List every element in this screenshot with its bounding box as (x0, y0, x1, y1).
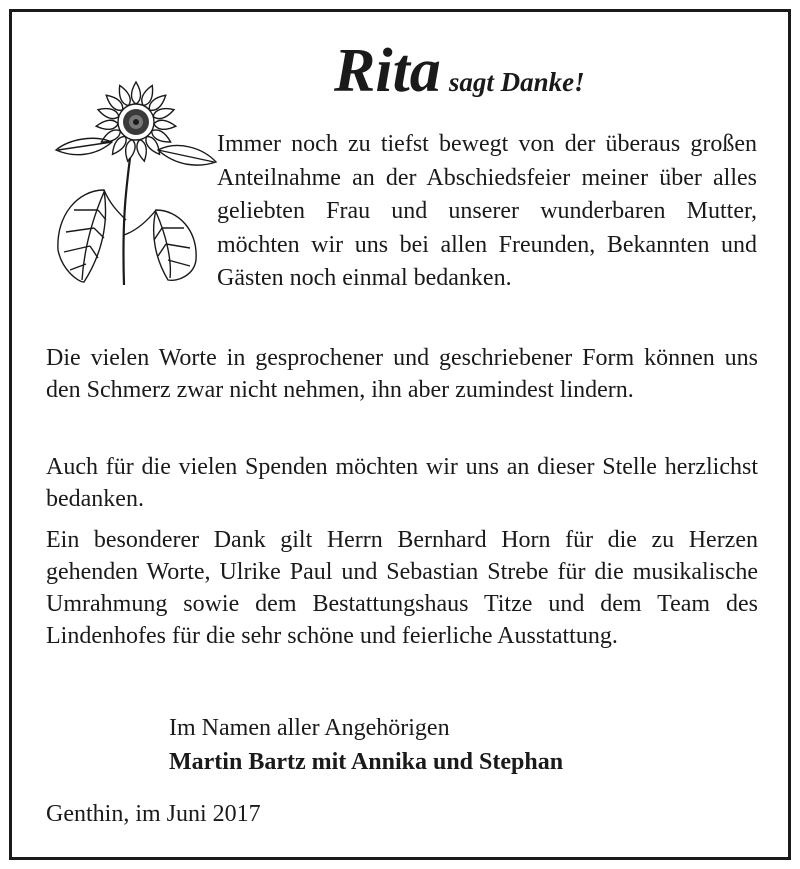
signature-block (169, 711, 563, 779)
notice-heading (334, 37, 585, 105)
intro-paragraph: Immer noch zu tiefst bewegt von der überaus großen Anteilnahme an der Abschiedsfeier meiner über alles geliebten Frau und unserer wunderbaren Mutter, möchten wir uns bei allen Freunden, Bekannten und Gästen noch einmal bedanken. (217, 131, 757, 291)
paragraph-special-thanks: Ein besonderer Dank gilt Herrn Bernhard Horn für die zu Herzen gehenden Worte, Ulrike Paul und Sebastian Strebe für die musikalische Umrahmung sowie dem Bestattungshaus Titze und dem Team des Lindenhofes für die sehr schöne und feierliche Ausstattung. (46, 527, 758, 649)
signature-names: Martin Bartz mit Annika und Stephan (169, 749, 564, 775)
signature-line-family: Im Namen aller Angehörigen (169, 715, 450, 741)
place-and-date: Genthin, im Juni 2017 (46, 801, 261, 827)
thank-you-notice (9, 9, 791, 860)
heading-subtitle: sagt Danke! (448, 67, 585, 97)
paragraph-words: Die vielen Worte in gesprochener und geschriebener Form können uns den Schmerz zwar nicht nehmen, ihn aber zumindest lindern. (46, 345, 758, 403)
paragraph-donations: Auch für die vielen Spenden möchten wir uns an dieser Stelle herzlichst bedanken. (46, 454, 758, 512)
sunflower-icon (38, 70, 218, 290)
heading-name: Rita (334, 37, 441, 105)
